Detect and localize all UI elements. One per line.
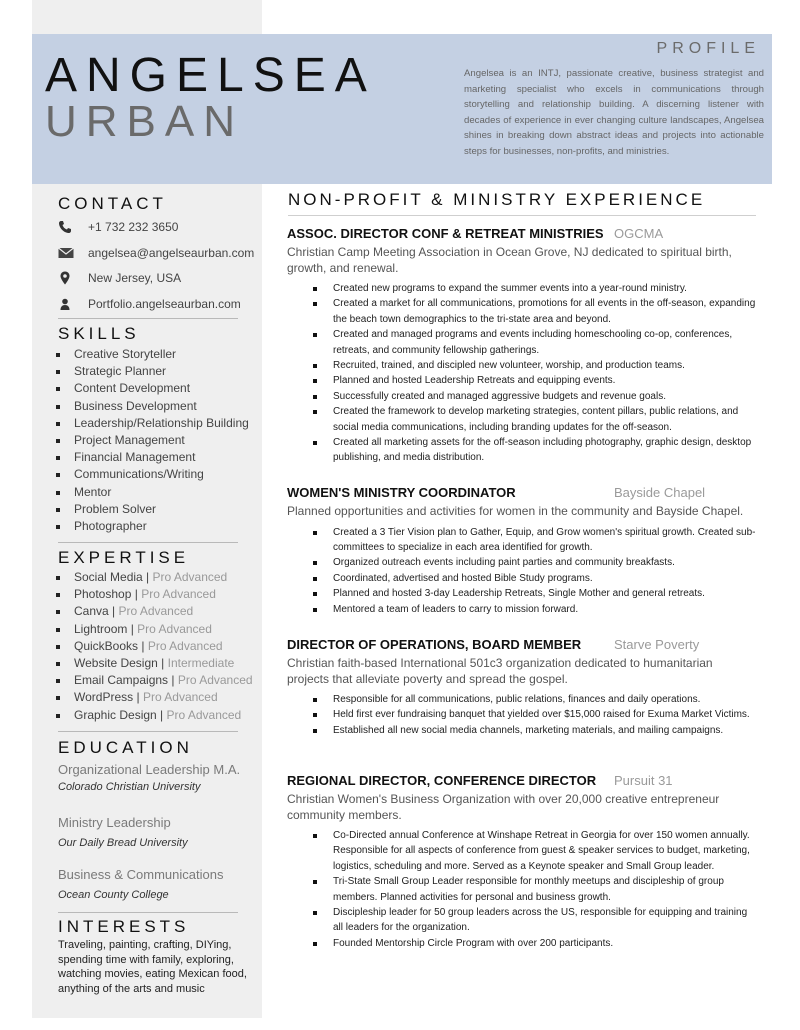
expertise-level: Pro Advanced <box>177 673 253 688</box>
education-degree: Organizational Leadership M.A. <box>58 762 241 777</box>
expertise-level: Pro Advanced <box>118 604 194 619</box>
expertise-tool: Email Campaigns <box>74 673 169 688</box>
job-org: Starve Poverty <box>614 637 700 652</box>
divider <box>58 318 238 319</box>
job-role: ASSOC. DIRECTOR CONF & RETREAT MINISTRIES <box>287 226 604 241</box>
expertise-tool: QuickBooks <box>74 638 139 653</box>
job-role: DIRECTOR OF OPERATIONS, BOARD MEMBER <box>287 637 582 652</box>
list-item: Tri-State Small Group Leader responsible for monthly meetups and discipleship of group members. Planned activities for personal and business growth. <box>333 874 757 905</box>
list-item: Problem Solver <box>56 501 249 518</box>
education-heading: EDUCATION <box>58 738 193 757</box>
job-entry <box>287 226 757 466</box>
expertise-tool: Social Media <box>74 570 143 584</box>
list-item: Founded Mentorship Circle Program with over 200 participants. <box>333 936 757 951</box>
list-item: Communications/Writing <box>56 466 249 483</box>
portfolio-text: Portfolio.angelseaurban.com <box>88 297 241 311</box>
list-item: Social Media | Pro Advanced <box>56 569 253 586</box>
education-school: Our Daily Bread University <box>58 837 188 849</box>
job-description: Christian Women's Business Organization with over 20,000 creative entrepreneur community members. <box>287 792 720 822</box>
job-entry <box>287 773 757 951</box>
education-school: Ocean County College <box>58 889 169 901</box>
list-item: Strategic Planner <box>56 363 249 380</box>
list-item: Created a 3 Tier Vision plan to Gather, Equip, and Grow women's spiritual growth. Created sub-committees to specialize in each area identified for growth. <box>333 525 757 556</box>
list-item: Responsible for all communications, public relations, finances and daily operations. <box>333 692 757 707</box>
education-school: Colorado Christian University <box>58 781 201 793</box>
list-item: QuickBooks | Pro Advanced <box>56 638 253 655</box>
list-item: Created a market for all communications, promotions for all events in the off-season, expanding the beach town demographics to the tri-state area and beyond. <box>333 296 757 327</box>
expertise-heading: EXPERTISE <box>58 548 190 567</box>
divider <box>58 912 238 913</box>
mail-icon <box>58 246 72 260</box>
job-header <box>287 773 757 791</box>
contact-location <box>58 269 181 287</box>
job-org: Pursuit 31 <box>614 773 673 788</box>
expertise-tool: Website Design <box>74 656 158 671</box>
expertise-tool: WordPress <box>74 690 134 705</box>
list-item: Graphic Design | Pro Advanced <box>56 707 253 724</box>
expertise-tool: Graphic Design <box>74 707 157 722</box>
list-item: Created and managed programs and events including homeschooling co-op, conferences, retreats, and community fellowship gatherings. <box>333 327 757 358</box>
phone-text: +1 732 232 3650 <box>88 220 179 234</box>
list-item: Planned and hosted 3-day Leadership Retreats, Single Mother and general retreats. <box>333 586 757 601</box>
divider <box>288 215 756 216</box>
list-item: Co-Directed annual Conference at Winshape Retreat in Georgia for over 150 women annually. Responsible for all aspects of conference from guest & speaker services to budget, marketing, logistics, scheduling and more. Served as a Keynote speaker and Small Group leader. <box>333 828 757 874</box>
contact-heading: CONTACT <box>58 194 167 213</box>
experience-heading: NON-PROFIT & MINISTRY EXPERIENCE <box>288 190 706 209</box>
interests-text: Traveling, painting, crafting, DIYing, spending time with family, exploring, watching movies, eating Mexican food, anything of the arts and music <box>58 939 247 995</box>
list-item: Leadership/Relationship Building <box>56 415 249 432</box>
list-item: WordPress | Pro Advanced <box>56 689 253 706</box>
expertise-tool: Canva <box>74 604 109 619</box>
list-item: Established all new social media channels, marketing materials, and mailing campaigns. <box>333 723 757 738</box>
list-item: Created new programs to expand the summer events into a year-round ministry. <box>333 281 757 296</box>
job-description: Christian faith-based International 501c3 organization dedicated to humanitarian projects that alleviate poverty and spread the gospel. <box>287 656 713 686</box>
list-item: Planned and hosted Leadership Retreats and equipping events. <box>333 373 757 388</box>
email-text: angelsea@angelseaurban.com <box>88 246 255 260</box>
list-item: Content Development <box>56 380 249 397</box>
profile-text: Angelsea is an INTJ, passionate creative, business strategist and marketing specialist who excels in communications through storytelling and relationship building. A discerning listener with decades of experience in ever changing culture landscapes, Angelsea shines in breaking down abstract ideas and projects into actionable steps for businesses, non-profits, and ministries. <box>464 68 764 157</box>
job-role: REGIONAL DIRECTOR, CONFERENCE DIRECTOR <box>287 773 597 788</box>
list-item: Coordinated, advertised and hosted Bible Study programs. <box>333 571 757 586</box>
education-degree: Ministry Leadership <box>58 815 171 830</box>
job-header <box>287 485 757 503</box>
list-item: Creative Storyteller <box>56 346 249 363</box>
interests-heading: INTERESTS <box>58 917 190 936</box>
location-pin-icon <box>58 271 72 285</box>
job-entry <box>287 637 757 738</box>
user-icon <box>58 297 72 311</box>
list-item: Created the framework to develop marketing strategies, content pillars, public relations, and social media communications, including branding updates for the off-season. <box>333 404 757 435</box>
skills-heading: SKILLS <box>58 324 140 343</box>
list-item: Photographer <box>56 518 249 535</box>
list-item: Created all marketing assets for the off-season including photography, graphic design, desktop publishing, and media distribution. <box>333 435 757 466</box>
job-org: Bayside Chapel <box>614 485 706 500</box>
expertise-level: Pro Advanced <box>147 638 223 653</box>
job-bullets <box>287 692 757 738</box>
skills-list <box>56 346 249 535</box>
list-item: Website Design | Intermediate <box>56 655 253 672</box>
list-item: Mentored a team of leaders to carry to mission forward. <box>333 602 757 617</box>
expertise-level: Intermediate <box>167 656 235 671</box>
list-item: Project Management <box>56 432 249 449</box>
location-text: New Jersey, USA <box>88 271 182 285</box>
contact-phone[interactable] <box>58 218 178 236</box>
list-item: Email Campaigns | Pro Advanced <box>56 672 253 689</box>
list-item: Recruited, trained, and discipled new volunteer, worship, and production teams. <box>333 358 757 373</box>
job-bullets <box>287 828 757 951</box>
job-header <box>287 637 757 655</box>
job-org: OGCMA <box>614 226 664 241</box>
expertise-level: Pro Advanced <box>166 707 242 722</box>
list-item: Financial Management <box>56 449 249 466</box>
list-item: Mentor <box>56 484 249 501</box>
job-header <box>287 226 757 244</box>
first-name: ANGELSEA <box>45 49 376 102</box>
job-role: WOMEN'S MINISTRY COORDINATOR <box>287 485 516 500</box>
phone-icon <box>58 220 72 234</box>
list-item: Discipleship leader for 50 group leaders across the US, responsible for equipping and training all leaders for the organization. <box>333 905 757 936</box>
education-degree: Business & Communications <box>58 867 224 882</box>
profile-heading: PROFILE <box>656 40 760 57</box>
expertise-list <box>56 569 253 724</box>
contact-portfolio[interactable] <box>58 295 241 313</box>
list-item: Photoshop | Pro Advanced <box>56 586 253 603</box>
expertise-level: Pro Advanced <box>141 587 216 602</box>
job-entry <box>287 485 757 617</box>
list-item: Lightroom | Pro Advanced <box>56 621 253 638</box>
list-item: Canva | Pro Advanced <box>56 603 253 620</box>
expertise-level: Pro Advanced <box>152 570 228 584</box>
list-item: Business Development <box>56 398 249 415</box>
last-name: URBAN <box>45 97 245 146</box>
expertise-level: Pro Advanced <box>137 621 212 636</box>
expertise-level: Pro Advanced <box>142 690 218 705</box>
contact-email[interactable] <box>58 244 254 262</box>
list-item: Organized outreach events including paint parties and community breakfasts. <box>333 555 757 570</box>
divider <box>58 542 238 543</box>
job-description: Planned opportunities and activities for women in the community and Bayside Chapel. <box>287 504 744 518</box>
job-description: Christian Camp Meeting Association in Ocean Grove, NJ dedicated to spiritual birth, growth, and renewal. <box>287 245 732 275</box>
list-item: Successfully created and managed aggressive budgets and revenue goals. <box>333 389 757 404</box>
expertise-tool: Photoshop <box>74 587 132 602</box>
expertise-tool: Lightroom <box>74 621 128 636</box>
job-bullets <box>287 525 757 617</box>
job-bullets <box>287 281 757 466</box>
list-item: Held first ever fundraising banquet that yielded over $15,000 raised for Exuma Market Victims. <box>333 707 757 722</box>
divider <box>58 731 238 732</box>
